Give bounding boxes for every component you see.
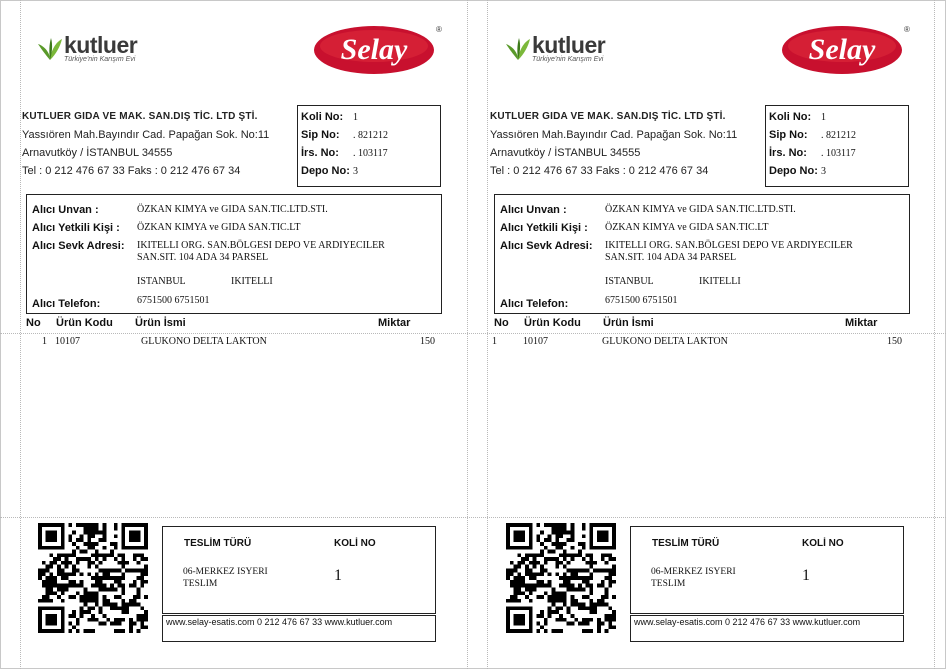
recipient-phone-value: 6751500 6751501: [605, 295, 678, 306]
company-address-line1: Yassıören Mah.Bayındır Cad. Papağan Sok. No:11: [22, 129, 270, 141]
footer-contact-text: www.selay-esatis.com 0 212 476 67 33 www.kutluer.com: [634, 617, 861, 627]
col-header-name: Ürün İsmi: [135, 317, 186, 329]
recipient-district: IKITELLI: [699, 276, 741, 287]
recipient-box: [494, 194, 910, 314]
koli-no-label: Koli No:: [769, 111, 812, 123]
row-name: GLUKONO DELTA LAKTON: [141, 336, 267, 347]
footer-contact-box: [162, 615, 436, 642]
irs-no-value: . 103117: [353, 148, 388, 159]
leaf-icon: [36, 36, 64, 62]
koli-no-value: 1: [821, 112, 826, 123]
recipient-address-line1: IKITELLI ORG. SAN.BÖLGESI DEPO VE ARDIYECILER: [605, 240, 853, 251]
footer-contact-box: [630, 615, 904, 642]
kutluer-wordmark: kutluer: [64, 32, 138, 58]
recipient-contact-value: ÖZKAN KIMYA ve GIDA SAN.TIC.LT: [137, 222, 301, 233]
svg-text:Selay: Selay: [340, 33, 408, 66]
guide-line: [20, 0, 21, 669]
irs-no-label: İrs. No:: [769, 147, 807, 159]
footer-contact-text: www.selay-esatis.com 0 212 476 67 33 www.kutluer.com: [166, 617, 393, 627]
col-header-no: No: [26, 317, 41, 329]
koli-no-label: Koli No:: [301, 111, 344, 123]
recipient-address-line2: SAN.SIT. 104 ADA 34 PARSEL: [605, 252, 737, 263]
sip-no-label: Sip No:: [301, 129, 340, 141]
delivery-type-value1: 06-MERKEZ ISYERI: [651, 567, 736, 577]
recipient-phone-value: 6751500 6751501: [137, 295, 210, 306]
leaf-icon: [504, 36, 532, 62]
company-phone: Tel : 0 212 476 67 33 Faks : 0 212 476 67 34: [490, 165, 709, 177]
company-address-line2: Arnavutköy / İSTANBUL 34555: [22, 147, 173, 159]
recipient-address-label: Alıcı Sevk Adresi:: [500, 240, 593, 252]
sip-no-value: . 821212: [353, 130, 388, 141]
row-code: 10107: [523, 336, 548, 347]
delivery-type-value1: 06-MERKEZ ISYERI: [183, 567, 268, 577]
box-no-label: KOLİ NO: [802, 538, 844, 549]
recipient-phone-label: Alıcı Telefon:: [32, 298, 101, 310]
col-header-code: Ürün Kodu: [524, 317, 581, 329]
sip-no-value: . 821212: [821, 130, 856, 141]
shipping-label: [490, 0, 946, 669]
selay-logo: [312, 22, 442, 76]
delivery-type-label: TESLİM TÜRÜ: [184, 538, 252, 549]
depo-no-label: Depo No:: [301, 165, 350, 177]
recipient-name-label: Alıcı Unvan :: [32, 204, 99, 216]
row-qty: 150: [887, 336, 902, 347]
delivery-type-label: TESLİM TÜRÜ: [652, 538, 720, 549]
svg-text:Selay: Selay: [808, 33, 876, 66]
shipping-label: [22, 0, 482, 669]
col-header-code: Ürün Kodu: [56, 317, 113, 329]
box-no-value: 1: [334, 567, 342, 584]
qr-code: [506, 523, 616, 633]
recipient-name-value: ÖZKAN KIMYA ve GIDA SAN.TIC.LTD.STI.: [605, 204, 796, 215]
recipient-box: [26, 194, 442, 314]
delivery-box: [630, 526, 904, 614]
selay-logo: [780, 22, 910, 76]
order-info-box: [765, 105, 909, 187]
irs-no-label: İrs. No:: [301, 147, 339, 159]
recipient-phone-label: Alıcı Telefon:: [500, 298, 569, 310]
kutluer-tagline: Türkiye'nin Karışım Evi: [532, 56, 604, 63]
kutluer-wordmark: kutluer: [532, 32, 606, 58]
recipient-address-line2: SAN.SIT. 104 ADA 34 PARSEL: [137, 252, 269, 263]
qr-code: [38, 523, 148, 633]
row-no: 1: [492, 336, 497, 347]
company-address-line2: Arnavutköy / İSTANBUL 34555: [490, 147, 641, 159]
col-header-qty: Miktar: [845, 317, 878, 329]
box-no-value: 1: [802, 567, 810, 584]
row-no: 1: [42, 336, 47, 347]
koli-no-value: 1: [353, 112, 358, 123]
recipient-city: ISTANBUL: [137, 276, 186, 287]
svg-text:®: ®: [904, 25, 910, 34]
recipient-contact-value: ÖZKAN KIMYA ve GIDA SAN.TIC.LT: [605, 222, 769, 233]
company-name: KUTLUER GIDA VE MAK. SAN.DIŞ TİC. LTD ŞTİ.: [490, 111, 726, 122]
sender-company: [490, 108, 737, 180]
sip-no-label: Sip No:: [769, 129, 808, 141]
recipient-city: ISTANBUL: [605, 276, 654, 287]
kutluer-logo: [36, 34, 186, 68]
recipient-district: IKITELLI: [231, 276, 273, 287]
recipient-name-label: Alıcı Unvan :: [500, 204, 567, 216]
sender-company: [22, 108, 269, 180]
recipient-contact-label: Alıcı Yetkili Kişi :: [32, 222, 120, 234]
svg-text:®: ®: [436, 25, 442, 34]
delivery-type-value2: TESLIM: [183, 579, 218, 589]
irs-no-value: . 103117: [821, 148, 856, 159]
kutluer-tagline: Türkiye'nin Karışım Evi: [64, 56, 136, 63]
row-code: 10107: [55, 336, 80, 347]
guide-line: [487, 0, 488, 669]
row-qty: 150: [420, 336, 435, 347]
depo-no-value: 3: [353, 166, 358, 177]
box-no-label: KOLİ NO: [334, 538, 376, 549]
company-phone: Tel : 0 212 476 67 33 Faks : 0 212 476 67 34: [22, 165, 241, 177]
depo-no-label: Depo No:: [769, 165, 818, 177]
recipient-name-value: ÖZKAN KIMYA ve GIDA SAN.TIC.LTD.STI.: [137, 204, 328, 215]
delivery-box: [162, 526, 436, 614]
recipient-address-line1: IKITELLI ORG. SAN.BÖLGESI DEPO VE ARDIYECILER: [137, 240, 385, 251]
company-name: KUTLUER GIDA VE MAK. SAN.DIŞ TİC. LTD ŞTİ.: [22, 111, 258, 122]
delivery-type-value2: TESLIM: [651, 579, 686, 589]
row-name: GLUKONO DELTA LAKTON: [602, 336, 728, 347]
company-address-line1: Yassıören Mah.Bayındır Cad. Papağan Sok. No:11: [490, 129, 738, 141]
kutluer-logo: [504, 34, 654, 68]
depo-no-value: 3: [821, 166, 826, 177]
order-info-box: [297, 105, 441, 187]
col-header-name: Ürün İsmi: [603, 317, 654, 329]
col-header-no: No: [494, 317, 509, 329]
col-header-qty: Miktar: [378, 317, 411, 329]
recipient-address-label: Alıcı Sevk Adresi:: [32, 240, 125, 252]
recipient-contact-label: Alıcı Yetkili Kişi :: [500, 222, 588, 234]
